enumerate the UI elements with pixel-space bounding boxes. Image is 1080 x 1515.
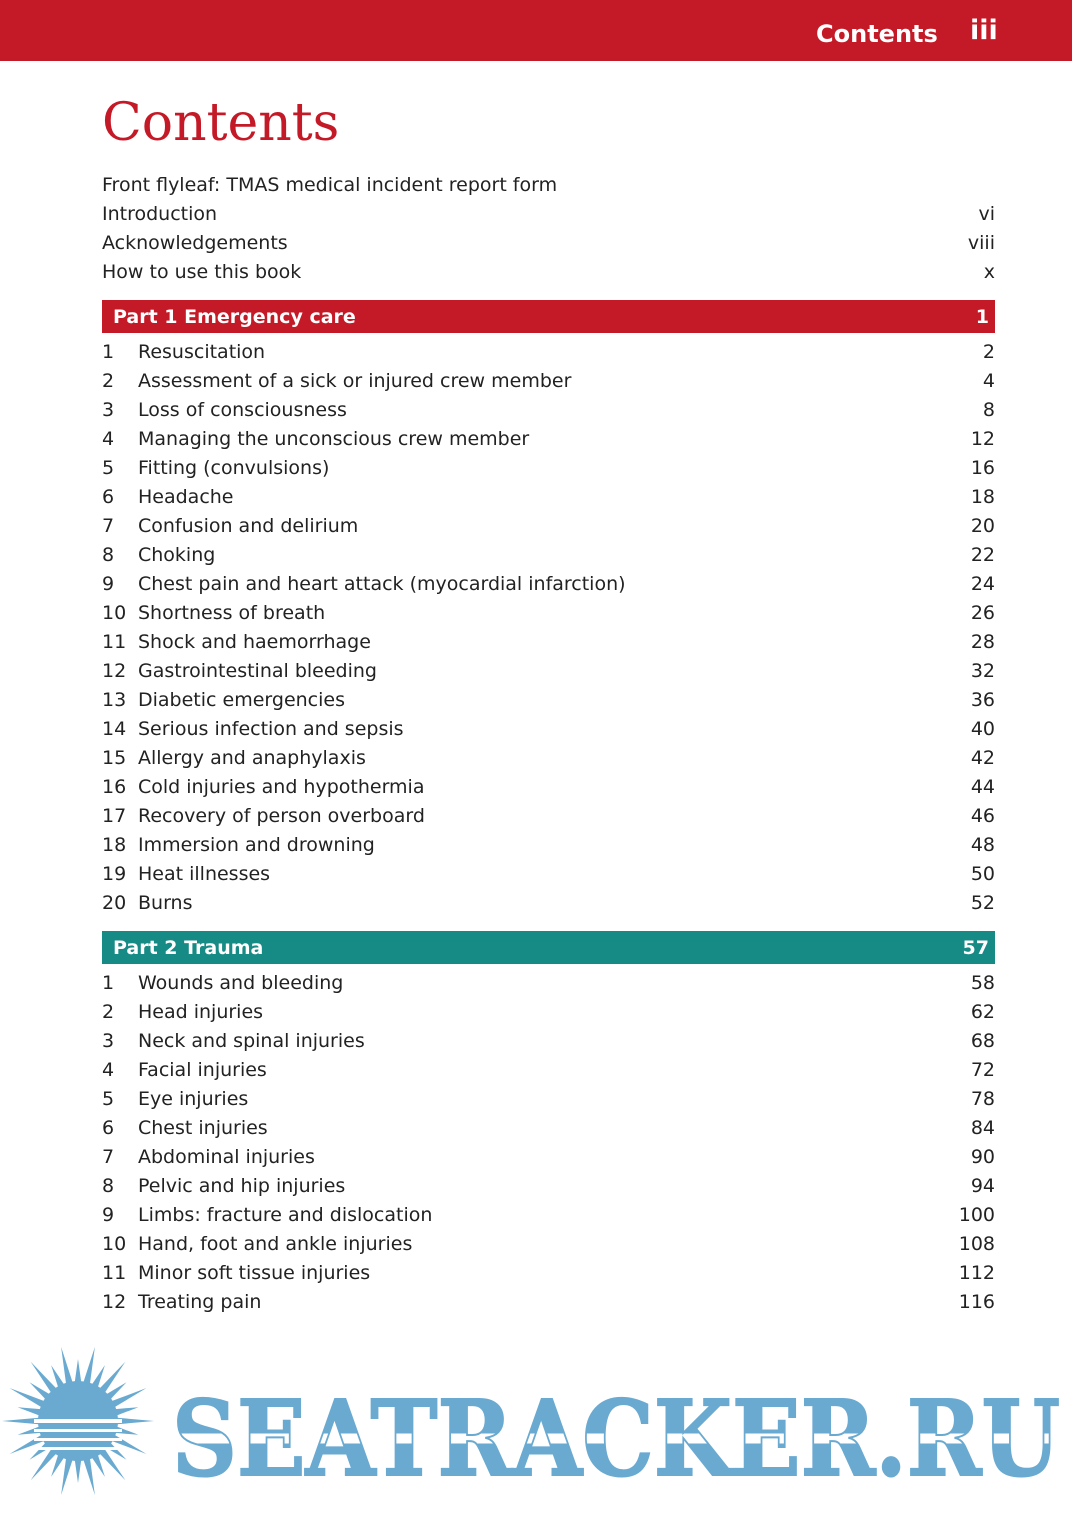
toc-entry[interactable] — [102, 396, 995, 425]
chapter-number: 11 — [102, 1262, 127, 1284]
chapter-title: Neck and spinal injuries — [138, 1030, 365, 1052]
chapter-number: 1 — [102, 972, 115, 994]
chapter-number: 4 — [102, 428, 115, 450]
toc-entry[interactable] — [102, 715, 995, 744]
sun-ray — [18, 1407, 42, 1416]
toc-entry[interactable] — [102, 1259, 995, 1288]
toc-entry[interactable] — [102, 773, 995, 802]
running-header-title: Contents — [816, 20, 938, 48]
front-matter-list — [102, 171, 995, 287]
entry-page: viii — [967, 232, 995, 254]
entry-title: How to use this book — [102, 261, 302, 283]
page-number: iii — [970, 15, 998, 46]
chapter-page: 100 — [958, 1204, 995, 1226]
chapter-number: 3 — [102, 1030, 115, 1052]
chapter-title: Managing the unconscious crew member — [138, 428, 530, 450]
chapter-page: 84 — [970, 1117, 995, 1139]
chapter-page: 58 — [970, 972, 995, 994]
sun-ray — [31, 1449, 58, 1481]
toc-entry[interactable] — [102, 802, 995, 831]
chapter-title: Hand, foot and ankle injuries — [138, 1233, 413, 1255]
chapter-number: 13 — [102, 689, 127, 711]
toc-entry[interactable] — [102, 831, 995, 860]
toc-entry[interactable] — [102, 425, 995, 454]
toc-entry[interactable] — [102, 686, 995, 715]
chapter-page: 116 — [958, 1291, 995, 1313]
chapter-page: 72 — [970, 1059, 995, 1081]
entry-page — [935, 171, 995, 200]
toc-entry[interactable] — [102, 1143, 995, 1172]
sun-ray — [99, 1362, 126, 1394]
chapter-title: Facial injuries — [138, 1059, 267, 1081]
chapter-number: 5 — [102, 1088, 115, 1110]
chapter-page: 112 — [958, 1262, 995, 1284]
chapter-page: 108 — [958, 1233, 995, 1255]
sun-ray — [75, 1359, 82, 1383]
chapter-number: 6 — [102, 1117, 115, 1139]
chapter-number: 3 — [102, 399, 115, 421]
chapter-title: Burns — [138, 892, 193, 914]
toc-entry[interactable] — [102, 1027, 995, 1056]
chapter-title: Shortness of breath — [138, 602, 326, 624]
chapter-number: 15 — [102, 747, 127, 769]
chapter-number: 20 — [102, 892, 127, 914]
chapter-title: Eye injuries — [138, 1088, 249, 1110]
toc-entry[interactable] — [102, 454, 995, 483]
part-title: Part 1 Emergency care — [113, 305, 356, 328]
chapter-title: Allergy and anaphylaxis — [138, 747, 366, 769]
toc-entry[interactable] — [102, 367, 995, 396]
chapter-title: Limbs: fracture and dislocation — [138, 1204, 433, 1226]
chapter-page: 22 — [970, 544, 995, 566]
entry-title: Introduction — [102, 203, 218, 225]
chapter-title: Cold injuries and hypothermia — [138, 776, 425, 798]
chapter-page: 18 — [970, 486, 995, 508]
toc-entry[interactable] — [102, 1114, 995, 1143]
chapter-page: 20 — [970, 515, 995, 537]
toc-entry[interactable] — [102, 338, 995, 367]
chapter-number: 8 — [102, 544, 115, 566]
chapter-page: 16 — [970, 457, 995, 479]
chapter-title: Head injuries — [138, 1001, 264, 1023]
entry-title: Acknowledgements — [102, 232, 288, 254]
chapter-page: 42 — [970, 747, 995, 769]
toc-entry[interactable] — [102, 1085, 995, 1114]
chapter-number: 9 — [102, 573, 115, 595]
sun-ray — [75, 1459, 82, 1483]
toc-entry[interactable] — [102, 969, 995, 998]
header-bar — [0, 0, 1072, 61]
toc-entry[interactable] — [102, 628, 995, 657]
toc-entry[interactable] — [102, 744, 995, 773]
chapter-number: 18 — [102, 834, 127, 856]
front-matter-row[interactable] — [102, 200, 995, 229]
toc-entry[interactable] — [102, 998, 995, 1027]
chapter-number: 8 — [102, 1175, 115, 1197]
chapter-title: Minor soft tissue injuries — [138, 1262, 371, 1284]
entry-page: vi — [978, 203, 995, 225]
sun-ray — [99, 1449, 126, 1481]
chapter-page: 12 — [970, 428, 995, 450]
chapter-page: 90 — [970, 1146, 995, 1168]
chapter-title: Wounds and bleeding — [138, 972, 344, 994]
toc-entry[interactable] — [102, 860, 995, 889]
chapter-number: 19 — [102, 863, 127, 885]
sun-ray — [114, 1407, 138, 1416]
sun-ray — [83, 1347, 95, 1385]
chapter-title: Chest injuries — [138, 1117, 268, 1139]
chapter-number: 4 — [102, 1059, 115, 1081]
chapter-title: Gastrointestinal bleeding — [138, 660, 377, 682]
toc-entry[interactable] — [102, 889, 995, 918]
chapter-page: 4 — [982, 370, 995, 392]
chapter-title: Treating pain — [138, 1291, 262, 1313]
part-2-chapter-list — [102, 969, 995, 1317]
watermark-text: SEATRACKER.RU — [172, 1377, 1060, 1500]
chapter-title: Fitting (convulsions) — [138, 457, 330, 479]
chapter-title: Abdominal injuries — [138, 1146, 315, 1168]
chapter-number: 9 — [102, 1204, 115, 1226]
toc-entry[interactable] — [102, 657, 995, 686]
chapter-title: Confusion and delirium — [138, 515, 359, 537]
front-matter-row[interactable] — [102, 229, 995, 258]
chapter-page: 78 — [970, 1088, 995, 1110]
chapter-page: 44 — [970, 776, 995, 798]
front-matter-row[interactable] — [102, 258, 995, 287]
chapter-page: 26 — [970, 602, 995, 624]
chapter-title: Pelvic and hip injuries — [138, 1175, 346, 1197]
part-1-header[interactable] — [102, 300, 995, 333]
chapter-title: Recovery of person overboard — [138, 805, 425, 827]
toc-entry[interactable] — [102, 1230, 995, 1259]
chapter-page: 28 — [970, 631, 995, 653]
chapter-number: 16 — [102, 776, 127, 798]
part-page: 1 — [975, 305, 989, 328]
toc-entry[interactable] — [102, 570, 995, 599]
part-title: Part 2 Trauma — [113, 936, 264, 959]
sun-ray — [61, 1457, 73, 1495]
chapter-title: Choking — [138, 544, 216, 566]
chapter-number: 14 — [102, 718, 127, 740]
chapter-title: Headache — [138, 486, 234, 508]
chapter-page: 24 — [970, 573, 995, 595]
chapter-number: 10 — [102, 602, 127, 624]
sun-ray — [83, 1457, 95, 1495]
chapter-page: 8 — [982, 399, 995, 421]
toc-entry[interactable] — [102, 1056, 995, 1085]
chapter-number: 6 — [102, 486, 115, 508]
watermark — [0, 1345, 1072, 1515]
toc-entry[interactable] — [102, 541, 995, 570]
chapter-title: Diabetic emergencies — [138, 689, 345, 711]
sun-ray — [61, 1347, 73, 1385]
chapter-number: 12 — [102, 660, 127, 682]
chapter-number: 1 — [102, 341, 115, 363]
sun-ray — [31, 1362, 58, 1394]
chapter-title: Heat illnesses — [138, 863, 271, 885]
part-page: 57 — [962, 936, 989, 959]
toc-entry[interactable] — [102, 1201, 995, 1230]
chapter-title: Chest pain and heart attack (myocardial infarction) — [138, 573, 626, 595]
chapter-page: 94 — [970, 1175, 995, 1197]
part-1-chapter-list — [102, 338, 995, 918]
chapter-number: 7 — [102, 515, 115, 537]
toc-entry[interactable] — [102, 599, 995, 628]
chapter-page: 62 — [970, 1001, 995, 1023]
chapter-page: 48 — [970, 834, 995, 856]
sun-icon — [2, 1347, 154, 1495]
chapter-number: 12 — [102, 1291, 127, 1313]
chapter-number: 10 — [102, 1233, 127, 1255]
chapter-page: 2 — [982, 341, 995, 363]
entry-page: x — [983, 261, 995, 283]
chapter-page: 68 — [970, 1030, 995, 1052]
chapter-number: 2 — [102, 1001, 115, 1023]
toc-entry[interactable] — [102, 1172, 995, 1201]
chapter-page: 40 — [970, 718, 995, 740]
chapter-page: 36 — [970, 689, 995, 711]
entry-title: Front flyleaf: TMAS medical incident report form — [102, 174, 558, 196]
chapter-page: 46 — [970, 805, 995, 827]
chapter-number: 2 — [102, 370, 115, 392]
chapter-number: 7 — [102, 1146, 115, 1168]
part-2-header[interactable] — [102, 931, 995, 964]
chapter-title: Shock and haemorrhage — [138, 631, 371, 653]
chapter-title: Resuscitation — [138, 341, 266, 363]
toc-entry[interactable] — [102, 512, 995, 541]
chapter-title: Loss of consciousness — [138, 399, 347, 421]
chapter-page: 52 — [970, 892, 995, 914]
chapter-number: 11 — [102, 631, 127, 653]
chapter-title: Serious infection and sepsis — [138, 718, 404, 740]
front-matter-row[interactable] — [102, 171, 995, 200]
chapter-title: Immersion and drowning — [138, 834, 375, 856]
page-title: Contents — [102, 93, 340, 153]
chapter-number: 17 — [102, 805, 127, 827]
chapter-page: 50 — [970, 863, 995, 885]
chapter-page: 32 — [970, 660, 995, 682]
chapter-title: Assessment of a sick or injured crew member — [138, 370, 572, 392]
toc-entry[interactable] — [102, 1288, 995, 1317]
chapter-number: 5 — [102, 457, 115, 479]
toc-entry[interactable] — [102, 483, 995, 512]
